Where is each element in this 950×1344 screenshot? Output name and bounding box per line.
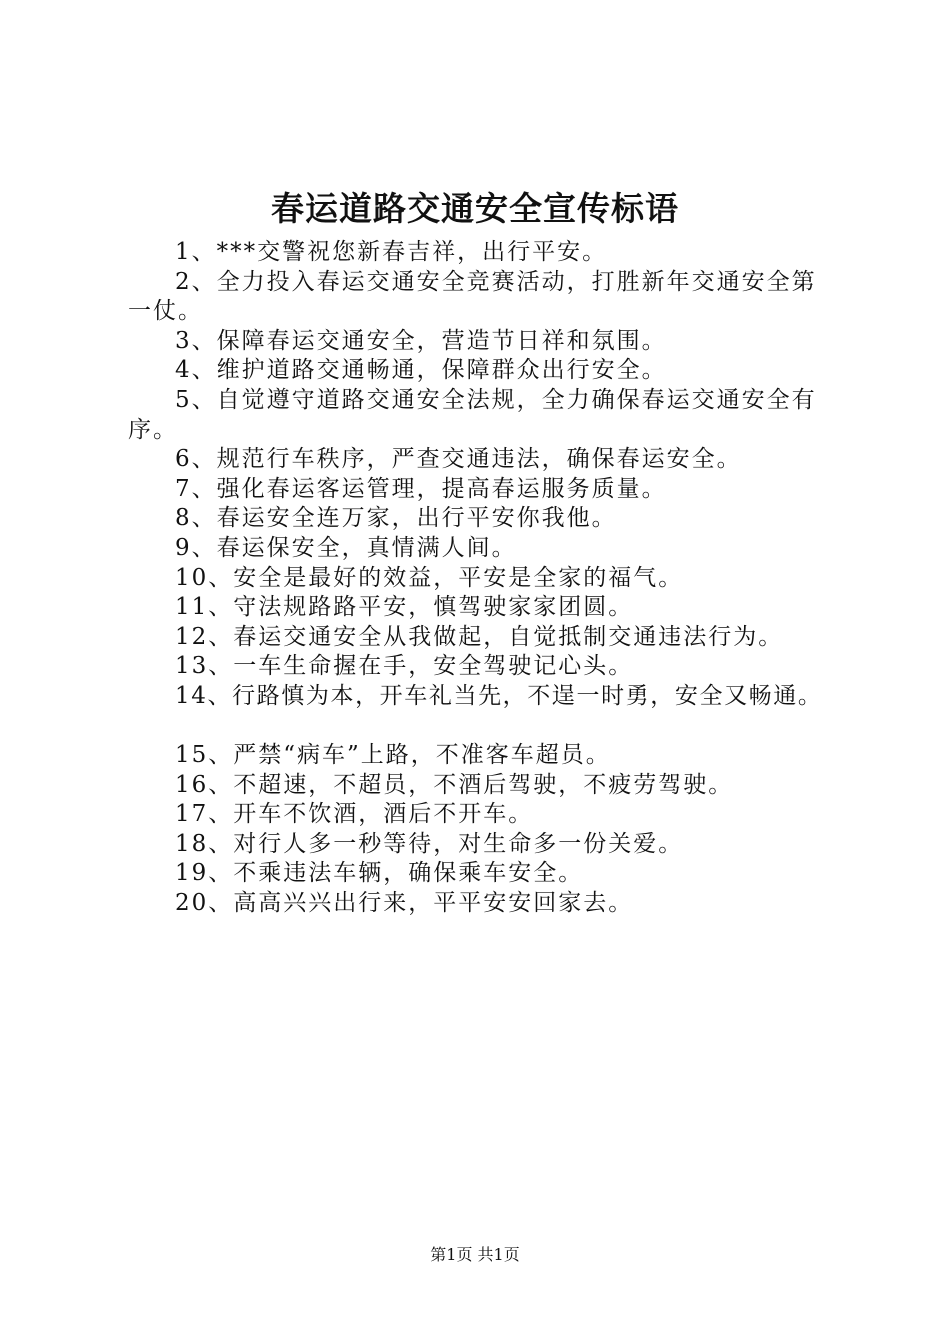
list-item: 19、不乘违法车辆，确保乘车安全。 [175, 860, 584, 887]
list-item: 17、开车不饮酒，酒后不开车。 [175, 801, 534, 828]
blank-line [128, 712, 840, 742]
list-item: 7、强化春运客运管理，提高春运服务质量。 [175, 475, 667, 502]
list-item: 1、***交警祝您新春吉祥，出行平安。 [175, 239, 608, 265]
list-item: 11、守法规路路平安，慎驾驶家家团圆。 [175, 594, 634, 621]
list-item: 6、规范行车秩序，严查交通违法，确保春运安全。 [175, 446, 742, 473]
list-item: 10、安全是最好的效益，平安是全家的福气。 [175, 564, 684, 591]
list-item: 16、不超速，不超员，不酒后驾驶，不疲劳驾驶。 [175, 771, 734, 798]
slogan-list [128, 238, 840, 919]
list-item: 20、高高兴兴出行来，平平安安回家去。 [175, 890, 634, 917]
list-item: 14、行路慎为本，开车礼当先，不逞一时勇，安全又畅通。 [175, 682, 823, 709]
list-item: 3、保障春运交通安全，营造节日祥和氛围。 [175, 327, 667, 354]
list-item: 2、全力投入春运交通安全竞赛活动，打胜新年交通安全第一仗。 [128, 268, 817, 325]
list-item: 18、对行人多一秒等待，对生命多一份关爱。 [175, 830, 684, 857]
list-item: 9、春运保安全，真情满人间。 [175, 534, 517, 561]
list-item: 8、春运安全连万家，出行平安你我他。 [175, 505, 617, 532]
list-item: 5、自觉遵守道路交通安全法规，全力确保春运交通安全有序。 [128, 386, 817, 443]
list-item: 4、维护道路交通畅通，保障群众出行安全。 [175, 357, 667, 384]
page-title: 春运道路交通安全宣传标语 [271, 189, 679, 228]
list-item: 15、严禁“病车”上路，不准客车超员。 [175, 742, 611, 769]
list-item: 13、一车生命握在手，安全驾驶记心头。 [175, 653, 634, 680]
page-footer: 第1页 共1页 [430, 1245, 520, 1264]
list-item: 12、春运交通安全从我做起，自觉抵制交通违法行为。 [175, 623, 784, 650]
